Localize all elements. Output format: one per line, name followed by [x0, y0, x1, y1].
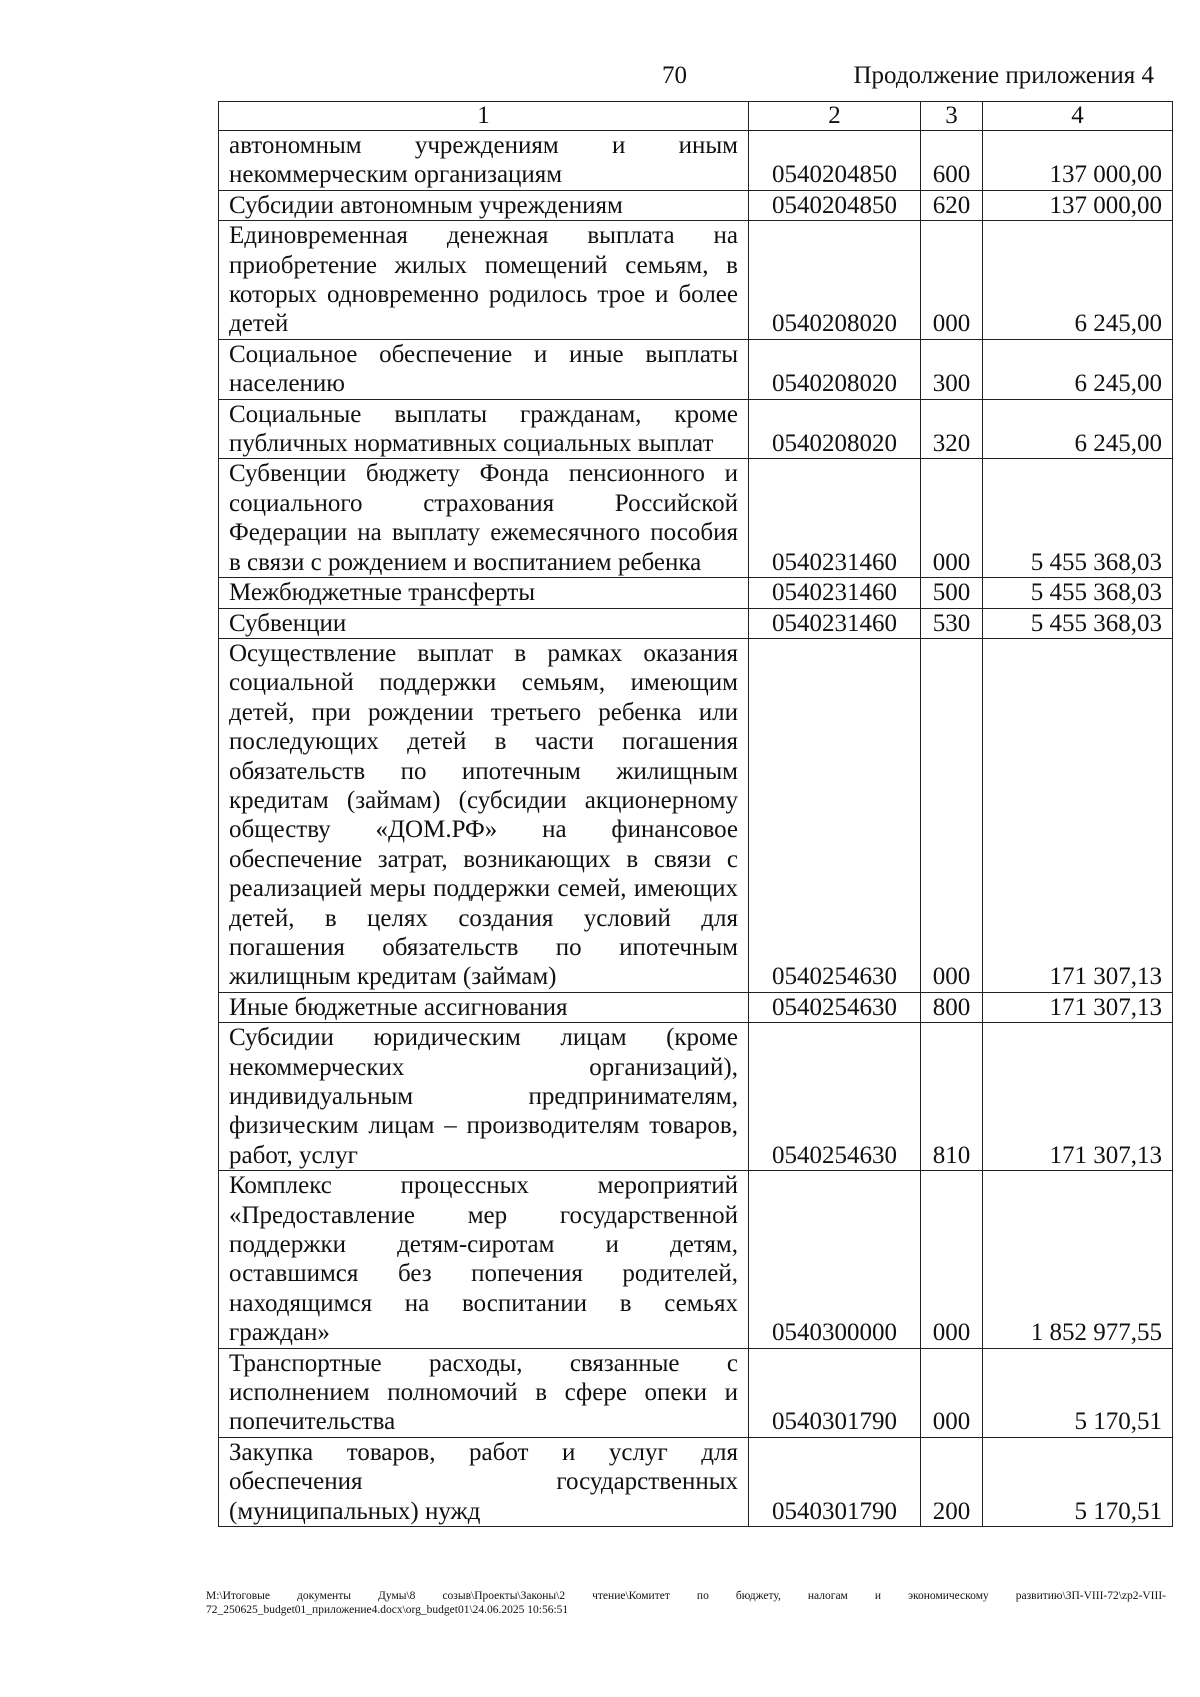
table-row	[219, 399, 1173, 459]
table-row	[219, 992, 1173, 1022]
row-expense-type: 320	[921, 399, 983, 459]
row-expense-type: 500	[921, 578, 983, 608]
row-name: Субсидии автономным учреждениям	[219, 190, 749, 220]
row-amount: 5 170,51	[983, 1348, 1173, 1437]
table-row	[219, 459, 1173, 578]
row-amount: 1 852 977,55	[983, 1171, 1173, 1348]
page-number: 70	[662, 62, 687, 89]
row-code: 0540204850	[749, 190, 921, 220]
row-expense-type: 000	[921, 459, 983, 578]
row-name: Социальное обеспечение и иные выплаты населению	[219, 339, 749, 399]
row-code: 0540208020	[749, 339, 921, 399]
table-row	[219, 1023, 1173, 1171]
document-path-footer: M:\Итоговые документы Думы\8 созыв\Проекты\Законы\2 чтение\Комитет по бюджету, налогам и экономическому развитию\ЗП-VIII-72\zp2-VIII-72_250625_budget01_приложение4.docx\org_budget01\24.06.2025 10:56:51	[206, 1590, 1166, 1616]
row-amount: 171 307,13	[983, 992, 1173, 1022]
row-name: Иные бюджетные ассигнования	[219, 992, 749, 1022]
row-expense-type: 000	[921, 221, 983, 340]
row-name: Комплекс процессных мероприятий «Предоставление мер государственной поддержки детям-сиротам и детям, оставшимся без попечения родителей, находящимся на воспитании в семьях граждан»	[219, 1171, 749, 1348]
row-expense-type: 600	[921, 131, 983, 191]
row-expense-type: 800	[921, 992, 983, 1022]
row-expense-type: 300	[921, 339, 983, 399]
row-expense-type: 000	[921, 1171, 983, 1348]
column-header-2: 2	[749, 102, 921, 131]
row-amount: 5 455 368,03	[983, 459, 1173, 578]
table-row	[219, 339, 1173, 399]
table-row	[219, 1348, 1173, 1437]
table-row	[219, 190, 1173, 220]
row-expense-type: 200	[921, 1437, 983, 1526]
continuation-label: Продолжение приложения 4	[853, 62, 1154, 89]
row-name: Субвенции	[219, 608, 749, 638]
row-code: 0540254630	[749, 992, 921, 1022]
row-expense-type: 000	[921, 1348, 983, 1437]
row-amount: 5 455 368,03	[983, 578, 1173, 608]
row-amount: 171 307,13	[983, 638, 1173, 992]
row-name: Субсидии юридическим лицам (кроме некоммерческих организаций), индивидуальным предпринимателям, физическим лицам – производителям товаров, работ, услуг	[219, 1023, 749, 1171]
row-expense-type: 620	[921, 190, 983, 220]
row-expense-type: 000	[921, 638, 983, 992]
row-code: 0540301790	[749, 1348, 921, 1437]
row-amount: 5 170,51	[983, 1437, 1173, 1526]
row-amount: 6 245,00	[983, 221, 1173, 340]
row-amount: 171 307,13	[983, 1023, 1173, 1171]
row-code: 0540254630	[749, 638, 921, 992]
row-code: 0540300000	[749, 1171, 921, 1348]
row-expense-type: 530	[921, 608, 983, 638]
column-header-4: 4	[983, 102, 1173, 131]
table-header-row	[219, 102, 1173, 131]
table-row	[219, 1437, 1173, 1526]
table-row	[219, 221, 1173, 340]
row-amount: 137 000,00	[983, 190, 1173, 220]
row-code: 0540231460	[749, 578, 921, 608]
row-code: 0540208020	[749, 221, 921, 340]
column-header-1: 1	[219, 102, 749, 131]
row-amount: 137 000,00	[983, 131, 1173, 191]
row-amount: 6 245,00	[983, 399, 1173, 459]
row-code: 0540301790	[749, 1437, 921, 1526]
column-header-3: 3	[921, 102, 983, 131]
row-code: 0540208020	[749, 399, 921, 459]
row-amount: 6 245,00	[983, 339, 1173, 399]
row-code: 0540204850	[749, 131, 921, 191]
row-amount: 5 455 368,03	[983, 608, 1173, 638]
row-name: Транспортные расходы, связанные с исполнением полномочий в сфере опеки и попечительства	[219, 1348, 749, 1437]
row-name: Социальные выплаты гражданам, кроме публичных нормативных социальных выплат	[219, 399, 749, 459]
row-code: 0540231460	[749, 608, 921, 638]
table-row	[219, 578, 1173, 608]
row-name: Субвенции бюджету Фонда пенсионного и социального страхования Российской Федерации на выплату ежемесячного пособия в связи с рождением и воспитанием ребенка	[219, 459, 749, 578]
table-row	[219, 1171, 1173, 1348]
table-row	[219, 638, 1173, 992]
row-name: Межбюджетные трансферты	[219, 578, 749, 608]
table-row	[219, 131, 1173, 191]
row-name: автономным учреждениям и иным некоммерческим организациям	[219, 131, 749, 191]
row-name: Осуществление выплат в рамках оказания социальной поддержки семьям, имеющим детей, при рождении третьего ребенка или последующих детей в части погашения обязательств по ипотечным жилищным кредитам (займам) (субсидии акционерному обществу «ДОМ.РФ» на финансовое обеспечение затрат, возникающих в связи с реализацией меры поддержки семей, имеющих детей, в целях создания условий для погашения обязательств по ипотечным жилищным кредитам (займам)	[219, 638, 749, 992]
row-code: 0540254630	[749, 1023, 921, 1171]
row-expense-type: 810	[921, 1023, 983, 1171]
table-row	[219, 608, 1173, 638]
budget-table	[218, 101, 1173, 1527]
row-code: 0540231460	[749, 459, 921, 578]
row-name: Закупка товаров, работ и услуг для обеспечения государственных (муниципальных) нужд	[219, 1437, 749, 1526]
row-name: Единовременная денежная выплата на приобретение жилых помещений семьям, в которых одновременно родилось трое и более детей	[219, 221, 749, 340]
